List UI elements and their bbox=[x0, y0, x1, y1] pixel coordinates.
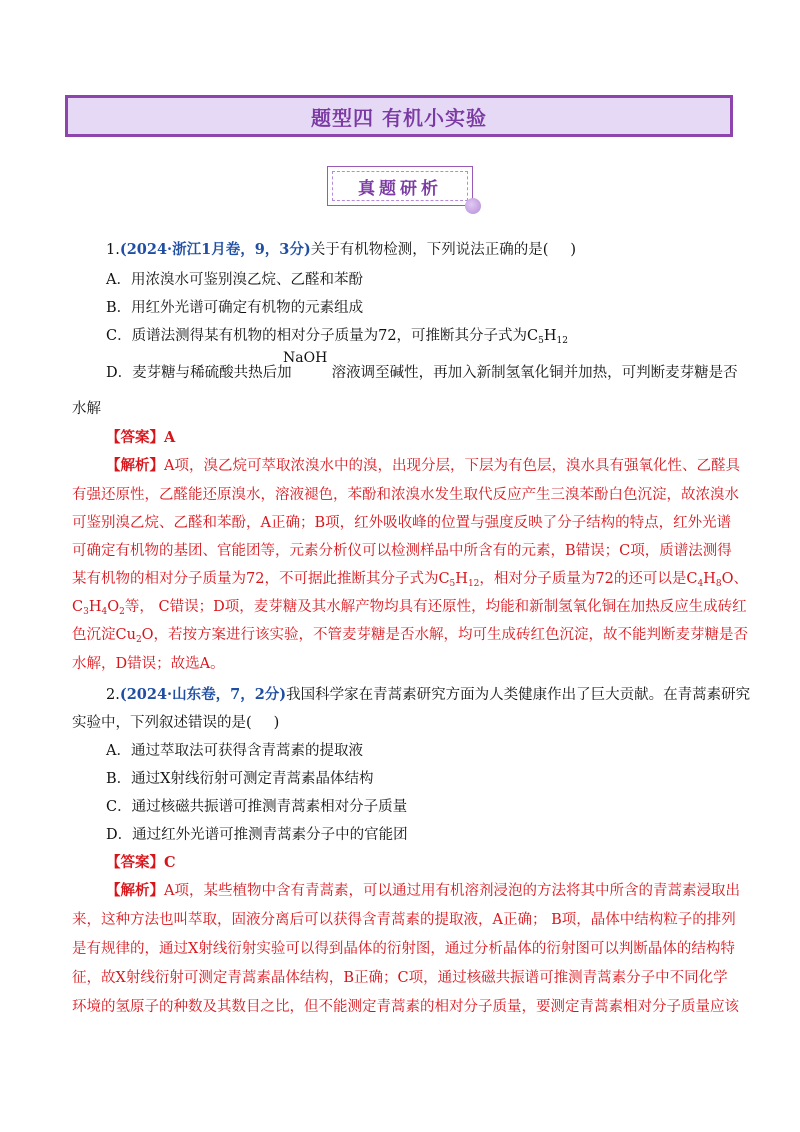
subscript: 4 bbox=[697, 579, 704, 589]
q2-stem-text: 我国科学家在青蒿素研究方面为人类健康作出了巨大贡献。在青蒿素研究 bbox=[286, 687, 751, 703]
q2-option-a: A．通过萃取法可获得含青蒿素的提取液 bbox=[106, 743, 363, 759]
q1-exp-text: O bbox=[107, 599, 120, 615]
q1-stem bbox=[106, 240, 576, 260]
q2-option-d: D．通过红外光谱可推测青蒿素分子中的官能团 bbox=[106, 827, 408, 843]
section-badge-inner bbox=[332, 171, 468, 201]
q1-exp-text: A项，溴乙烷可萃取浓溴水中的溴，出现分层，下层为有色层，溴水具有强氧化性、乙醛具 bbox=[164, 458, 740, 474]
q2-number: 2. bbox=[106, 687, 120, 703]
q1-exp-text: 色沉淀Cu bbox=[72, 627, 136, 643]
q1-option-d-post: 溶液调至碱性，再加入新制氢氧化铜并加热，可判断麦芽糖是否 bbox=[331, 365, 738, 381]
title-banner bbox=[65, 95, 733, 137]
q1-option-d-tail: 水解 bbox=[72, 401, 101, 417]
q1-explanation-line: 可确定有机物的基团、官能团等，元素分析仪可以检测样品中所含有的元素，B错误；C项，质谱法测得 bbox=[72, 543, 732, 559]
q1-exp-text: H bbox=[88, 599, 102, 615]
badge-dot-decoration bbox=[465, 198, 481, 214]
q1-exp-text: 等， C错误；D项，麦芽糖及其水解产物均具有还原性，均能和新制氢氧化铜在加热反应生成砖红 bbox=[124, 599, 747, 615]
q1-exp-text: 某有机物的相对分子质量为72，不可据此推断其分子式为C bbox=[72, 571, 450, 587]
page-title: 题型四 有机小实验 bbox=[311, 105, 487, 130]
q1-exp-text: ，相对分子质量为72的还可以是C bbox=[479, 571, 698, 587]
q2-stem-close: ) bbox=[273, 715, 280, 731]
q1-option-c-h: H bbox=[543, 328, 557, 344]
q1-answer: 【答案】A bbox=[106, 429, 176, 446]
q2-explanation-line: 环境的氢原子的种数及其数目之比，但不能测定青蒿素的相对分子质量，要测定青蒿素相对分子质量应该 bbox=[72, 999, 739, 1015]
q1-exp-text: H bbox=[455, 571, 468, 587]
q1-stem-close: ) bbox=[570, 242, 577, 258]
q1-explanation-label: 【解析】 bbox=[106, 457, 164, 474]
q1-option-b: B．用红外光谱可确定有机物的元素组成 bbox=[106, 300, 364, 316]
q1-explanation-line bbox=[72, 569, 748, 594]
q1-explanation-line: 有强还原性，乙醛能还原溴水，溶液褪色，苯酚和浓溴水发生取代反应产生三溴苯酚白色沉淀，故浓溴水 bbox=[72, 487, 739, 503]
q1-explanation-line: 可鉴别溴乙烷、乙醛和苯酚，A正确；B项，红外吸收峰的位置与强度反映了分子结构的特点，红外光谱 bbox=[72, 515, 732, 531]
q2-explanation-line: 征，故X射线衍射可测定青蒿素晶体结构，B正确；C项，通过核磁共振谱可推测青蒿素分子中不同化学 bbox=[72, 970, 728, 986]
subscript: 8 bbox=[715, 579, 722, 589]
section-title: 真题研析 bbox=[358, 178, 442, 199]
subscript: 12 bbox=[556, 336, 568, 346]
q2-explanation-label: 【解析】 bbox=[106, 882, 164, 899]
q1-explanation-line bbox=[72, 597, 747, 622]
q1-exp-text: O、 bbox=[721, 571, 748, 587]
q2-exp-text: A项，某些植物中含有青蒿素，可以通过用有机溶剂浸泡的方法将其中所含的青蒿素浸取出 bbox=[164, 883, 740, 899]
subscript: 12 bbox=[467, 579, 480, 589]
q2-explanation-line: 是有规律的，通过X射线衍射实验可以得到晶体的衍射图，通过分析晶体的衍射图可以判断晶体的结构特 bbox=[72, 941, 735, 957]
q1-explanation-line bbox=[72, 625, 748, 650]
naoh-formula: NaOH bbox=[283, 350, 328, 366]
q1-stem-text: 关于有机物检测，下列说法正确的是( bbox=[310, 242, 549, 258]
subscript: 2 bbox=[119, 607, 125, 617]
q1-number: 1. bbox=[106, 242, 120, 258]
q2-stem-line2 bbox=[72, 713, 279, 733]
q2-option-b: B．通过X射线衍射可测定青蒿素晶体结构 bbox=[106, 771, 374, 787]
q2-explanation-line bbox=[106, 881, 740, 901]
q1-exp-text: H bbox=[703, 571, 716, 587]
q1-explanation-line bbox=[106, 456, 740, 476]
q1-option-c bbox=[106, 326, 568, 351]
q2-stem bbox=[106, 685, 750, 705]
subscript: 2 bbox=[135, 635, 142, 645]
q1-option-c-text: C．质谱法测得某有机物的相对分子质量为72，可推断其分子式为C bbox=[106, 328, 539, 344]
q2-option-c: C．通过核磁共振谱可推测青蒿素相对分子质量 bbox=[106, 799, 408, 815]
subscript: 4 bbox=[101, 607, 108, 617]
q2-stem-text2: 实验中，下列叙述错误的是( bbox=[72, 715, 252, 731]
q1-exp-text: C bbox=[72, 599, 84, 615]
q1-option-a: A．用浓溴水可鉴别溴乙烷、乙醛和苯酚 bbox=[106, 272, 363, 288]
q1-option-d bbox=[106, 363, 738, 383]
subscript: 5 bbox=[538, 336, 544, 346]
q2-source: (2024·山东卷，7，2分) bbox=[119, 686, 287, 703]
subscript: 3 bbox=[83, 607, 89, 617]
section-badge bbox=[327, 166, 473, 206]
q2-explanation-line: 来，这种方法也叫萃取，固液分离后可以获得含青蒿素的提取液，A正确； B项，晶体中结构粒子的排列 bbox=[72, 912, 736, 928]
subscript: 5 bbox=[449, 579, 456, 589]
q1-source: (2024·浙江1月卷，9，3分) bbox=[119, 241, 311, 258]
q1-explanation-line: 水解，D错误；故选A。 bbox=[72, 656, 225, 672]
q2-answer: 【答案】C bbox=[106, 854, 176, 871]
q1-exp-text: O，若按方案进行该实验，不管麦芽糖是否水解，均可生成砖红色沉淀，故不能判断麦芽糖是否 bbox=[141, 627, 749, 643]
q1-option-d-pre: D．麦芽糖与稀硫酸共热后加 bbox=[106, 365, 292, 381]
